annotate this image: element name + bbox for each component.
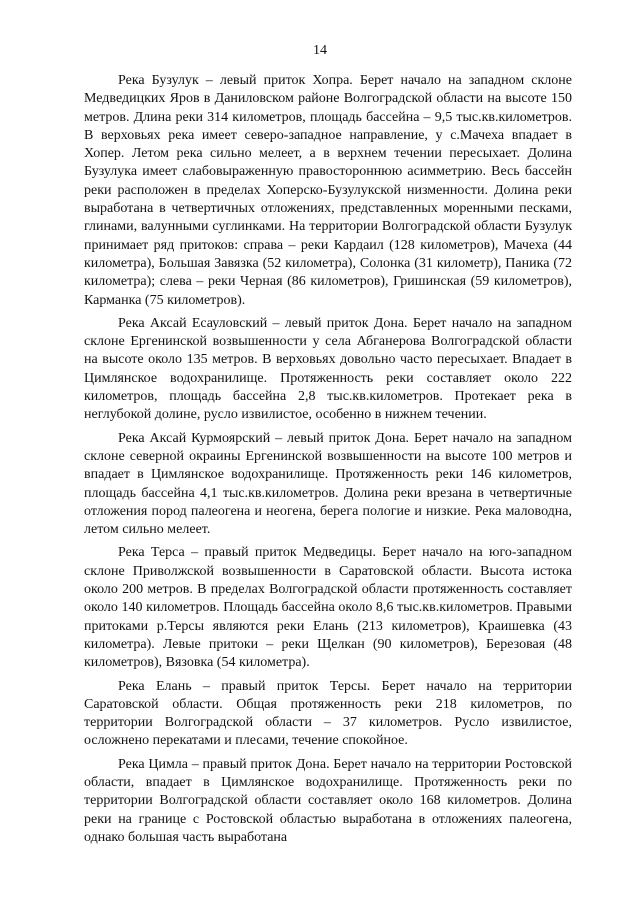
document-body bbox=[84, 72, 572, 852]
paragraph-aksai-esaulovsky: Река Аксай Есауловский – левый приток Дона. Берет начало на западном склоне Ергенинской возвышенности у села Абганерова Волгоградской области на высоте около 135 метров. В верховьях довольно часто пересыхает. Впадает в Цимлянское водохранилище. Протяженность реки составляет около 222 километров, площадь бассейна 2,8 тыс.кв.километров. Протекает река в неглубокой долине, русло извилистое, особенно в нижнем течении. bbox=[84, 315, 572, 423]
paragraph-tsimla: Река Цимла – правый приток Дона. Берет начало на территории Ростовской области, впадает в Цимлянское водохранилище. Протяженность реки по территории Волгоградской области составляет около 168 километров. Долина реки на границе с Ростовской областью выработана в отложениях палеогена, однако большая часть выработана bbox=[84, 756, 572, 845]
page-number: 14 bbox=[313, 43, 327, 58]
paragraph-buzuluk: Река Бузулук – левый приток Хопра. Берет начало на западном склоне Медведицких Яров в Даниловском районе Волгоградской области на высоте 150 метров. Длина реки 314 километров, площадь бассейна – 9,5 тыс.кв.километров. В верховьях река имеет северо-западное направление, у с.Мачеха впадает в Хопер. Летом река сильно мелеет, а в верхнем течении пересыхает. Долина Бузулука имеет слабовыраженную правостороннюю асимметрию. Весь бассейн реки расположен в пределах Хоперско-Бузулукской низменности. Долина реки выработана в четвертичных отложениях, представленных моренными песками, глинами, валунными суглинками. На территории Волгоградской области Бузулук принимает ряд притоков: справа – реки Кардаил (128 километров), Мачеха (44 километра), Большая Завязка (52 километра), Солонка (31 километр), Паника (72 километра); слева – реки Черная (86 километров), Гришинская (59 километров), Карманка (75 километров). bbox=[84, 73, 572, 308]
paragraph-tersa: Река Терса – правый приток Медведицы. Берет начало на юго-западном склоне Приволжской возвышенности в Саратовской области. Высота истока около 200 метров. В пределах Волгоградской области протяженность составляет около 140 километров. Площадь бассейна около 8,6 тыс.кв.километров. Правыми притоками р.Терсы являются реки Елань (213 километров), Краишевка (43 километра). Левые притоки – реки Щелкан (90 километров), Березовая (48 километров), Вязовка (54 километра). bbox=[84, 545, 572, 671]
paragraph-aksai-kurmoyarsky: Река Аксай Курмоярский – левый приток Дона. Берет начало на западном склоне северной окраины Ергенинской возвышенности на высоте 100 метров и впадает в Цимлянское водохранилище. Протяженность реки 146 километров, площадь бассейна 4,1 тыс.кв.километров. Долина реки врезана в четвертичные отложения пород палеогена и неогена, берега пологие и низкие. Река маловодна, летом сильно мелеет. bbox=[84, 430, 572, 538]
paragraph-elan: Река Елань – правый приток Терсы. Берет начало на территории Саратовской области. Общая протяженность реки 218 километров, по территории Волгоградской области – 37 километров. Русло извилистое, осложнено перекатами и плесами, течение спокойное. bbox=[84, 678, 572, 749]
